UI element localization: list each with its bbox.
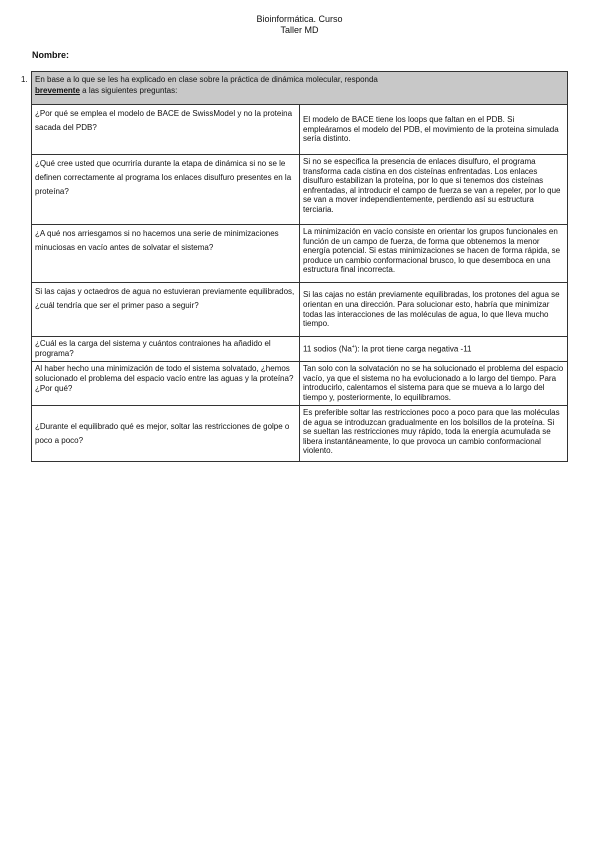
instruction-text-end: a las siguientes preguntas:	[79, 86, 178, 95]
question-cell: Al haber hecho una minimización de todo el sistema solvatado, ¿hemos solucionado el problema del espacio vacío entre las aguas y la proteína? ¿Por qué?	[32, 362, 300, 406]
qa-row	[32, 406, 568, 462]
answer-cell: Es preferible soltar las restricciones poco a poco para que las moléculas de agua se introduzcan gradualmente en los bolsillos de la proteína. Si se sueltan las restricciones muy rápido, toda la energía acumulada se libera instantáneamente, lo que provoca un cambio conformacional violento.	[300, 406, 568, 462]
instruction-number: 1.	[21, 75, 28, 84]
workshop-title: Taller MD	[280, 25, 319, 35]
question-cell: ¿Cuál es la carga del sistema y cuántos contraiones ha añadido el programa?	[32, 337, 300, 362]
question-cell: ¿Qué cree usted que ocurriría durante la etapa de dinámica si no se le definen correctamente al programa los enlaces disulfuro presentes en la proteína?	[32, 155, 300, 225]
questions-table	[21, 71, 568, 462]
answer-cell: Si las cajas no están previamente equilibradas, los protones del agua se orientan en una dirección. Para solucionar esto, habría que minimizar todas las interacciones de las moléculas de agua, lo que lleva mucho tiempo.	[300, 283, 568, 337]
qa-row	[32, 225, 568, 283]
answer-text-rest: ): la prot tiene carga negativa -11	[354, 345, 472, 355]
answer-text: 11 sodios (Na	[303, 345, 352, 355]
instruction-cell	[21, 72, 568, 105]
instruction-row	[32, 72, 568, 105]
qa-row	[32, 283, 568, 337]
question-cell: ¿A qué nos arriesgamos si no hacemos una serie de minimizaciones minuciosas en vacío antes de solvatar el sistema?	[32, 225, 300, 283]
question-cell: ¿Por qué se emplea el modelo de BACE de SwissModel y no la proteina sacada del PDB?	[32, 105, 300, 155]
instruction-emphasis: brevemente	[35, 86, 80, 95]
qa-row	[32, 105, 568, 155]
qa-row	[32, 155, 568, 225]
answer-cell: El modelo de BACE tiene los loops que faltan en el PDB. Si empleáramos el modelo del PDB, el movimiento de la proteina simulada sería distinto.	[300, 105, 568, 155]
instruction-text: En base a lo que se les ha explicado en clase sobre la práctica de dinámica molecular, responda	[35, 75, 378, 84]
question-cell: ¿Durante el equilibrado qué es mejor, soltar las restricciones de golpe o poco a poco?	[32, 406, 300, 462]
name-label: Nombre:	[32, 50, 70, 60]
qa-row	[32, 362, 568, 406]
answer-cell: Si no se especifica la presencia de enlaces disulfuro, el programa transforma cada cistina en dos cisteínas enfrentadas. Los enlaces disulfuro estabilizan la proteína, por lo que si tenemos dos cisteínas enfrentadas, al introducir el campo de fuerza se van a repeler, por lo que se van a mover independientemente, perdiendo así su estructura terciaria.	[300, 155, 568, 225]
course-title: Bioinformática. Curso	[256, 14, 343, 24]
qa-row	[32, 337, 568, 362]
document-header	[0, 14, 599, 36]
answer-superscript: +	[351, 344, 355, 351]
answer-cell: Tan solo con la solvatación no se ha solucionado el problema del espacio vacío, ya que el sistema no ha evolucionado a lo largo del tiempo. Para introducirlo, calentamos el sistema para que se mueva a lo largo del tiempo y, posteriormente, lo equilibramos.	[300, 362, 568, 406]
question-cell: Si las cajas y octaedros de agua no estuvieran previamente equilibrados, ¿cuál tendría que ser el primer paso a seguir?	[32, 283, 300, 337]
answer-cell	[300, 337, 568, 362]
answer-cell: La minimización en vacío consiste en orientar los grupos funcionales en función de un campo de fuerza, de forma que obtenemos la menor energía potencial. Si estas minimizaciones se hacen de forma rápida, se produce un cambio conformacional brusco, lo que desemboca en una estructura final incorrecta.	[300, 225, 568, 283]
